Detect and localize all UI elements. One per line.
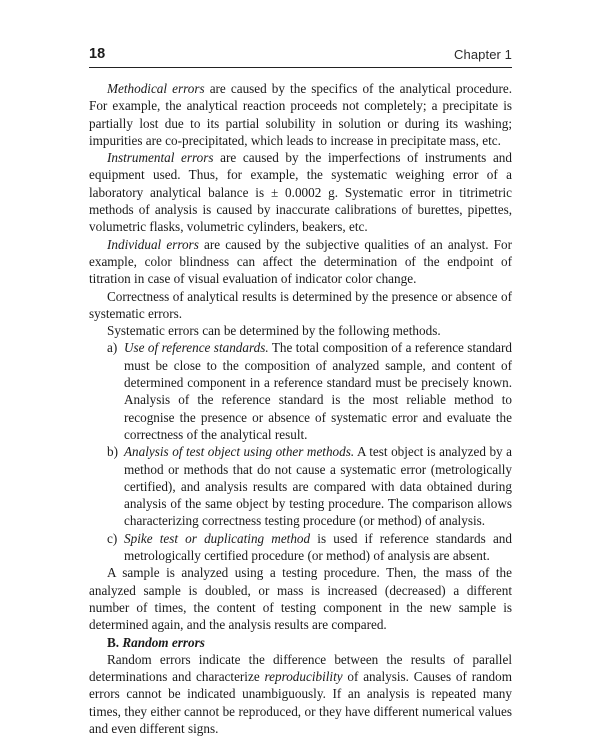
method-term: Use of reference standards. — [124, 340, 269, 356]
methods-list — [89, 339, 512, 564]
list-marker: c) — [107, 530, 118, 546]
paragraph-methodical-errors — [89, 80, 512, 149]
method-text: is used if reference standards and metrologically certified procedure (or method) of analysis are absent. — [124, 530, 512, 564]
body-text — [89, 80, 512, 737]
text-methodical-errors: are caused by the specifics of the analytical procedure. For example, the analytical reaction proceeds not completely; a precipitate is partially lost due to its partial solubility in solution or during its washing; impurities are co-precipitated, which leads to increase in precipitate mass, etc. — [89, 81, 513, 148]
paragraph-correctness: Correctness of analytical results is determined by the presence or absence of systematic errors. — [89, 288, 512, 321]
paragraph-methods-intro: Systematic errors can be determined by the following methods. — [107, 323, 441, 339]
page-header — [89, 44, 512, 68]
text-individual-errors: are caused by the subjective qualities of an analyst. For example, color blindness can affect the determination of the endpoint of titration in case of visual evaluation of indicator color change. — [89, 236, 512, 287]
paragraph-individual-errors — [89, 236, 512, 288]
list-marker: a) — [107, 340, 118, 356]
term-individual-errors: Individual errors — [107, 236, 199, 252]
text-random-errors-before: Random errors indicate the difference between the results of parallel determinations and characterize — [89, 651, 512, 685]
list-item — [89, 443, 512, 529]
list-marker: b) — [107, 444, 118, 460]
term-methodical-errors: Methodical errors — [107, 81, 205, 96]
term-instrumental-errors: Instrumental errors — [107, 150, 214, 166]
paragraph-sample-analysis: A sample is analyzed using a testing procedure. Then, the mass of the analyzed sample is doubled, or mass is increased (decreased) a different number of times, the content of testing component in the new sample is determined again, and the analysis results are compared. — [89, 565, 512, 633]
text-instrumental-errors: are caused by the imperfections of instruments and equipment used. Thus, for example, the systematic weighing error of a laboratory analytical balance is ± 0.0002 g. Systematic error in titrimetric methods of analysis is caused by inaccurate calibrations of burettes, pipettes, volumetric flasks, volumetric cylinders, beakers, etc. — [89, 150, 512, 235]
term-reproducibility: reproducibility — [264, 669, 343, 685]
method-term: Analysis of test object using other methods. — [124, 444, 355, 460]
section-label: B. — [107, 634, 120, 650]
method-term: Spike test or duplicating method — [124, 530, 311, 546]
chapter-label: Chapter 1 — [454, 47, 512, 62]
header-rule — [89, 67, 512, 68]
section-heading-random-errors — [89, 634, 512, 651]
text-random-errors-after: of analysis. Causes of random errors cannot be indicated unambiguously. If an analysis is repeated many times, they either cannot be reproduced, or they have different numerical values and even different signs. — [89, 669, 512, 736]
paragraph-random-errors — [89, 651, 512, 737]
list-item — [89, 530, 512, 565]
paragraph-instrumental-errors — [89, 149, 512, 235]
section-title: Random errors — [122, 634, 205, 650]
method-text: A test object is analyzed by a method or methods that do not cause a systematic error (metrologically certified), and analysis results are compared with data obtained during analysis of the same object by testing procedure. The comparison allows characterizing correctness testing procedure (or method) of analysis. — [124, 444, 512, 529]
method-text: The total composition of a reference standard must be close to the composition of analyzed sample, and content of determined component in a reference standard must be precisely known. Analysis of the reference standard is the most reliable method to recognise the presence or absence of systematic error and evaluate the correctness of the analytical result. — [124, 340, 512, 442]
page-number: 18 — [89, 46, 106, 62]
list-item — [89, 339, 512, 443]
